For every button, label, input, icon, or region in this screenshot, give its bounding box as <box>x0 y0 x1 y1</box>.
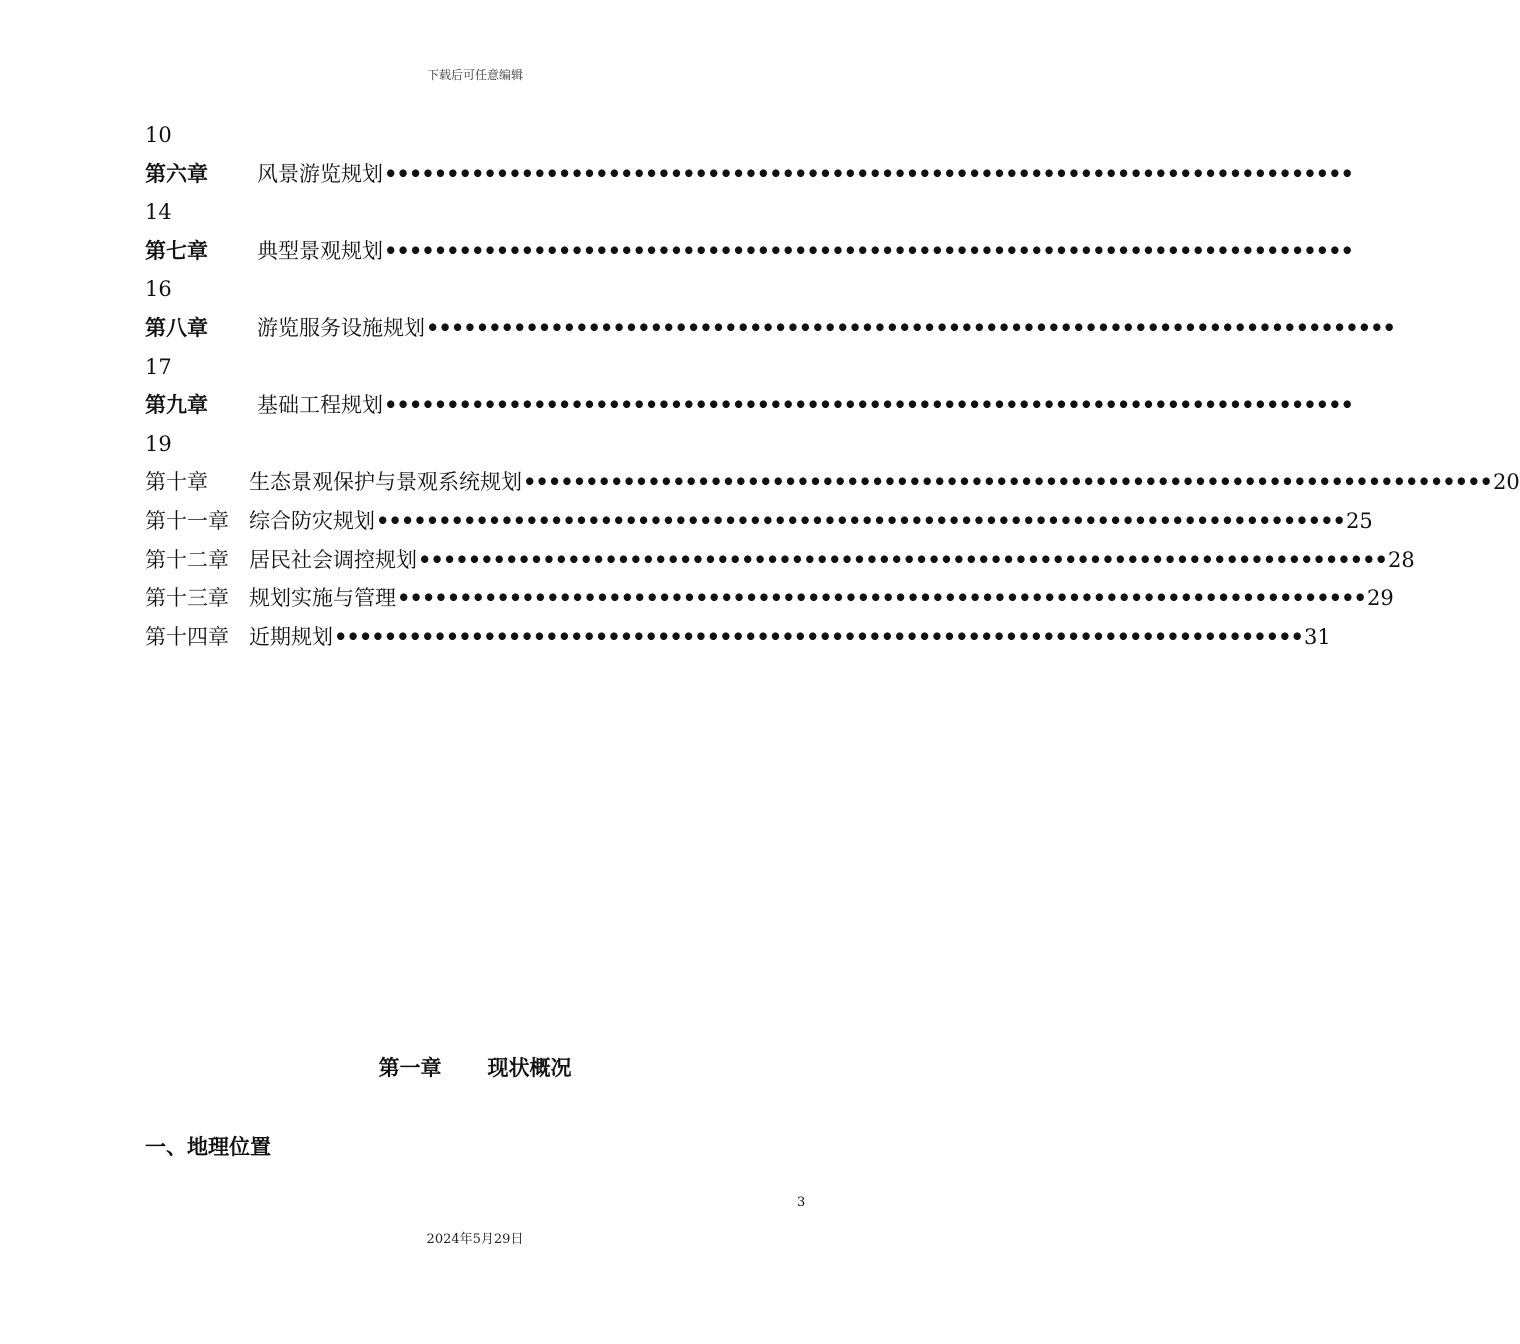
toc-chapter-title: 居民社会调控规划 <box>249 547 417 572</box>
toc-page-number: 28 <box>1387 547 1415 572</box>
toc-entry[interactable] <box>145 541 1415 580</box>
toc-entry[interactable] <box>145 618 1331 657</box>
chapter-number: 第一章 <box>378 1056 442 1080</box>
toc-page-number: 19 <box>145 431 172 456</box>
toc-chapter-number: 第七章 <box>145 238 208 263</box>
page-footer-date: 2024年5月29日 <box>426 1232 524 1247</box>
toc-entry[interactable] <box>145 579 1394 618</box>
toc-dot-leader: •••••••••••••••••••••••••••••••••••••••••••••••••••••••••••••••••••••••••••••• <box>426 314 1395 340</box>
toc-chapter-title: 生态景观保护与景观系统规划 <box>249 470 522 495</box>
toc-chapter-number: 第十一章 <box>145 508 229 533</box>
toc-dot-leader: •••••••••••••••••••••••••••••••••••••••••••••••••••••••••••••••••••••••••••••• <box>523 469 1492 495</box>
toc-page-number: 14 <box>145 200 172 225</box>
toc-dot-leader: •••••••••••••••••••••••••••••••••••••••••••••••••••••••••••••••••••••••••••••• <box>384 237 1353 263</box>
toc-page-number: 10 <box>145 123 172 147</box>
page-header: 下载后可任意编辑 <box>426 68 523 82</box>
toc-dot-leader: •••••••••••••••••••••••••••••••••••••••••••••••••••••••••••••••••••••••••••••• <box>384 392 1353 418</box>
page-number: 3 <box>797 1195 806 1210</box>
toc-chapter-title: 典型景观规划 <box>257 238 383 263</box>
toc-dot-leader: •••••••••••••••••••••••••••••••••••••••••••••••••••••••••••••••••••••••••••••• <box>384 160 1353 186</box>
table-of-contents <box>145 116 1520 656</box>
chapter-title: 现状概况 <box>487 1056 572 1080</box>
toc-page-number: 31 <box>1303 624 1331 649</box>
toc-chapter-number: 第十章 <box>145 470 208 495</box>
toc-chapter-title: 综合防灾规划 <box>249 508 375 533</box>
toc-page-number: 17 <box>145 354 172 379</box>
toc-chapter-number: 第十四章 <box>145 624 229 649</box>
toc-page-number: 16 <box>145 277 172 302</box>
toc-dot-leader: •••••••••••••••••••••••••••••••••••••••••••••••••••••••••••••••••••••••••••••• <box>376 507 1345 533</box>
toc-chapter-title: 规划实施与管理 <box>249 586 396 611</box>
toc-entry[interactable] <box>145 463 1520 502</box>
toc-page-number: 29 <box>1366 586 1394 611</box>
toc-chapter-number: 第十三章 <box>145 586 229 611</box>
toc-page-number: 25 <box>1345 508 1373 533</box>
toc-chapter-title: 基础工程规划 <box>257 393 383 418</box>
toc-chapter-title: 近期规划 <box>249 624 333 649</box>
toc-entry[interactable] <box>145 386 1353 425</box>
toc-chapter-number: 第九章 <box>145 393 208 418</box>
toc-chapter-title: 游览服务设施规划 <box>257 315 425 340</box>
toc-chapter-title: 风景游览规划 <box>257 161 383 186</box>
toc-chapter-number: 第六章 <box>145 161 208 186</box>
section-heading: 一、地理位置 <box>145 1135 271 1159</box>
chapter-heading <box>0 1052 950 1082</box>
toc-entry[interactable] <box>145 155 1353 194</box>
toc-dot-leader: •••••••••••••••••••••••••••••••••••••••••••••••••••••••••••••••••••••••••••••• <box>397 585 1366 611</box>
toc-entry[interactable] <box>145 232 1353 271</box>
toc-page-number: 20 <box>1492 470 1520 495</box>
toc-chapter-number: 第八章 <box>145 315 208 340</box>
toc-dot-leader: •••••••••••••••••••••••••••••••••••••••••••••••••••••••••••••••••••••••••••••• <box>334 623 1303 649</box>
toc-entry[interactable] <box>145 309 1395 348</box>
toc-dot-leader: •••••••••••••••••••••••••••••••••••••••••••••••••••••••••••••••••••••••••••••• <box>418 546 1387 572</box>
toc-entry[interactable] <box>145 502 1373 541</box>
toc-chapter-number: 第十二章 <box>145 547 229 572</box>
